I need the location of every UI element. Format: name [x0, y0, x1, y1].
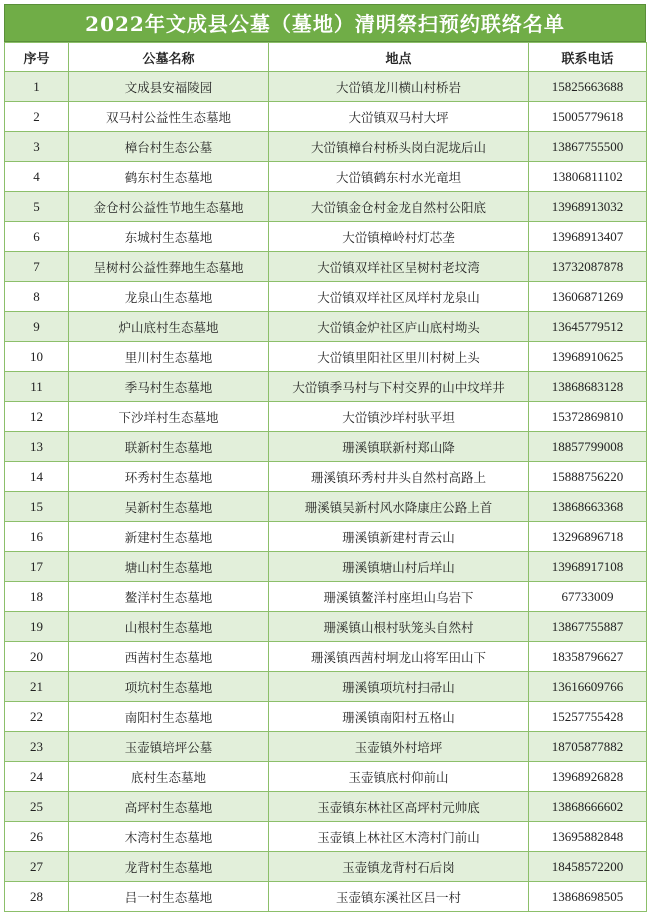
- row-number-cell: 4: [5, 162, 69, 192]
- location-cell: 玉壶镇东林社区高坪村元帅底: [269, 792, 529, 822]
- row-number-cell: 25: [5, 792, 69, 822]
- cemetery-name-cell: 季马村生态墓地: [69, 372, 269, 402]
- column-header-number: 序号: [5, 43, 69, 72]
- row-number-cell: 15: [5, 492, 69, 522]
- phone-cell: 15825663688: [529, 72, 647, 102]
- phone-cell: 13968913032: [529, 192, 647, 222]
- location-cell: 大峃镇龙川横山村桥岩: [269, 72, 529, 102]
- row-number-cell: 22: [5, 702, 69, 732]
- table-row: [5, 702, 647, 732]
- table-row: [5, 132, 647, 162]
- phone-cell: 13868698505: [529, 882, 647, 912]
- table-row: [5, 612, 647, 642]
- phone-cell: 18458572200: [529, 852, 647, 882]
- row-number-cell: 7: [5, 252, 69, 282]
- cemetery-name-cell: 东城村生态墓地: [69, 222, 269, 252]
- phone-cell: 13867755887: [529, 612, 647, 642]
- phone-cell: 67733009: [529, 582, 647, 612]
- phone-cell: 13645779512: [529, 312, 647, 342]
- phone-cell: 18705877882: [529, 732, 647, 762]
- phone-cell: 13968910625: [529, 342, 647, 372]
- table-row: [5, 372, 647, 402]
- cemetery-name-cell: 呈树村公益性葬地生态墓地: [69, 252, 269, 282]
- row-number-cell: 3: [5, 132, 69, 162]
- cemetery-name-cell: 吕一村生态墓地: [69, 882, 269, 912]
- cemetery-name-cell: 塘山村生态墓地: [69, 552, 269, 582]
- phone-cell: 18358796627: [529, 642, 647, 672]
- location-cell: 大峃镇里阳社区里川村树上头: [269, 342, 529, 372]
- cemetery-name-cell: 西茜村生态墓地: [69, 642, 269, 672]
- row-number-cell: 10: [5, 342, 69, 372]
- table-row: [5, 312, 647, 342]
- table-row: [5, 282, 647, 312]
- row-number-cell: 9: [5, 312, 69, 342]
- phone-cell: 13867755500: [529, 132, 647, 162]
- location-cell: 珊溪镇南阳村五格山: [269, 702, 529, 732]
- table-row: [5, 342, 647, 372]
- cemetery-name-cell: 鳌洋村生态墓地: [69, 582, 269, 612]
- location-cell: 大峃镇双马村大坪: [269, 102, 529, 132]
- cemetery-name-cell: 高坪村生态墓地: [69, 792, 269, 822]
- row-number-cell: 2: [5, 102, 69, 132]
- table-row: [5, 462, 647, 492]
- row-number-cell: 6: [5, 222, 69, 252]
- row-number-cell: 12: [5, 402, 69, 432]
- location-cell: 珊溪镇吴新村风水降康庄公路上首: [269, 492, 529, 522]
- cemetery-name-cell: 樟台村生态公墓: [69, 132, 269, 162]
- location-cell: 珊溪镇山根村驮笼头自然村: [269, 612, 529, 642]
- table-row: [5, 402, 647, 432]
- cemetery-name-cell: 山根村生态墓地: [69, 612, 269, 642]
- row-number-cell: 18: [5, 582, 69, 612]
- table-row: [5, 762, 647, 792]
- cemetery-name-cell: 炉山底村生态墓地: [69, 312, 269, 342]
- location-cell: 玉壶镇上林社区木湾村门前山: [269, 822, 529, 852]
- row-number-cell: 20: [5, 642, 69, 672]
- cemetery-name-cell: 龙背村生态墓地: [69, 852, 269, 882]
- table-row: [5, 162, 647, 192]
- row-number-cell: 28: [5, 882, 69, 912]
- location-cell: 珊溪镇新建村青云山: [269, 522, 529, 552]
- cemetery-name-cell: 玉壶镇培坪公墓: [69, 732, 269, 762]
- phone-cell: 13616609766: [529, 672, 647, 702]
- location-cell: 玉壶镇东溪社区吕一村: [269, 882, 529, 912]
- location-cell: 珊溪镇鳌洋村座坦山乌岩下: [269, 582, 529, 612]
- cemetery-name-cell: 环秀村生态墓地: [69, 462, 269, 492]
- phone-cell: 13968913407: [529, 222, 647, 252]
- cemetery-name-cell: 底村生态墓地: [69, 762, 269, 792]
- location-cell: 大峃镇樟台村桥头岗白泥垅后山: [269, 132, 529, 162]
- phone-cell: 15257755428: [529, 702, 647, 732]
- phone-cell: 13806811102: [529, 162, 647, 192]
- location-cell: 珊溪镇项坑村扫帚山: [269, 672, 529, 702]
- location-cell: 珊溪镇塘山村后垟山: [269, 552, 529, 582]
- row-number-cell: 13: [5, 432, 69, 462]
- sheet-title: 2022年文成县公墓（墓地）清明祭扫预约联络名单: [4, 4, 646, 42]
- contact-table: [4, 42, 647, 912]
- phone-cell: 18857799008: [529, 432, 647, 462]
- row-number-cell: 27: [5, 852, 69, 882]
- phone-cell: 13695882848: [529, 822, 647, 852]
- location-cell: 大峃镇金炉社区庐山底村坳头: [269, 312, 529, 342]
- row-number-cell: 11: [5, 372, 69, 402]
- cemetery-name-cell: 鹤东村生态墓地: [69, 162, 269, 192]
- location-cell: 大峃镇双垟社区凤垟村龙泉山: [269, 282, 529, 312]
- cemetery-name-cell: 联新村生态墓地: [69, 432, 269, 462]
- location-cell: 珊溪镇联新村郑山降: [269, 432, 529, 462]
- row-number-cell: 5: [5, 192, 69, 222]
- row-number-cell: 16: [5, 522, 69, 552]
- phone-cell: 13868666602: [529, 792, 647, 822]
- location-cell: 珊溪镇西茜村坰龙山将军田山下: [269, 642, 529, 672]
- row-number-cell: 17: [5, 552, 69, 582]
- phone-cell: 13868683128: [529, 372, 647, 402]
- location-cell: 大峃镇双垟社区呈树村老坟湾: [269, 252, 529, 282]
- table-row: [5, 882, 647, 912]
- cemetery-name-cell: 下沙垟村生态墓地: [69, 402, 269, 432]
- cemetery-name-cell: 双马村公益性生态墓地: [69, 102, 269, 132]
- header-row: [5, 43, 647, 72]
- table-row: [5, 732, 647, 762]
- phone-cell: 13868663368: [529, 492, 647, 522]
- table-row: [5, 252, 647, 282]
- row-number-cell: 21: [5, 672, 69, 702]
- location-cell: 玉壶镇底村仰前山: [269, 762, 529, 792]
- table-row: [5, 102, 647, 132]
- phone-cell: 15005779618: [529, 102, 647, 132]
- table-row: [5, 552, 647, 582]
- cemetery-name-cell: 木湾村生态墓地: [69, 822, 269, 852]
- phone-cell: 13606871269: [529, 282, 647, 312]
- location-cell: 大峃镇季马村与下村交界的山中坟垟井: [269, 372, 529, 402]
- location-cell: 大峃镇金仓村金龙自然村公阳底: [269, 192, 529, 222]
- location-cell: 大峃镇沙垟村驮平坦: [269, 402, 529, 432]
- table-row: [5, 432, 647, 462]
- phone-cell: 13296896718: [529, 522, 647, 552]
- column-header-cemetery-name: 公墓名称: [69, 43, 269, 72]
- location-cell: 大峃镇樟岭村灯芯垄: [269, 222, 529, 252]
- location-cell: 玉壶镇外村培坪: [269, 732, 529, 762]
- location-cell: 玉壶镇龙背村石后岗: [269, 852, 529, 882]
- row-number-cell: 14: [5, 462, 69, 492]
- location-cell: 大峃镇鹤东村水光竜坦: [269, 162, 529, 192]
- row-number-cell: 23: [5, 732, 69, 762]
- table-row: [5, 492, 647, 522]
- cemetery-name-cell: 龙泉山生态墓地: [69, 282, 269, 312]
- column-header-phone: 联系电话: [529, 43, 647, 72]
- cemetery-name-cell: 项坑村生态墓地: [69, 672, 269, 702]
- cemetery-name-cell: 文成县安福陵园: [69, 72, 269, 102]
- row-number-cell: 1: [5, 72, 69, 102]
- location-cell: 珊溪镇环秀村井头自然村高路上: [269, 462, 529, 492]
- contact-list-sheet: [4, 4, 646, 912]
- phone-cell: 15888756220: [529, 462, 647, 492]
- phone-cell: 13968917108: [529, 552, 647, 582]
- table-row: [5, 582, 647, 612]
- phone-cell: 13968926828: [529, 762, 647, 792]
- phone-cell: 15372869810: [529, 402, 647, 432]
- table-row: [5, 672, 647, 702]
- cemetery-name-cell: 南阳村生态墓地: [69, 702, 269, 732]
- table-row: [5, 852, 647, 882]
- phone-cell: 13732087878: [529, 252, 647, 282]
- table-row: [5, 222, 647, 252]
- table-row: [5, 522, 647, 552]
- row-number-cell: 26: [5, 822, 69, 852]
- cemetery-name-cell: 里川村生态墓地: [69, 342, 269, 372]
- cemetery-name-cell: 吴新村生态墓地: [69, 492, 269, 522]
- row-number-cell: 24: [5, 762, 69, 792]
- table-row: [5, 792, 647, 822]
- table-row: [5, 642, 647, 672]
- cemetery-name-cell: 新建村生态墓地: [69, 522, 269, 552]
- column-header-location: 地点: [269, 43, 529, 72]
- table-row: [5, 192, 647, 222]
- table-row: [5, 72, 647, 102]
- row-number-cell: 8: [5, 282, 69, 312]
- table-row: [5, 822, 647, 852]
- cemetery-name-cell: 金仓村公益性节地生态墓地: [69, 192, 269, 222]
- row-number-cell: 19: [5, 612, 69, 642]
